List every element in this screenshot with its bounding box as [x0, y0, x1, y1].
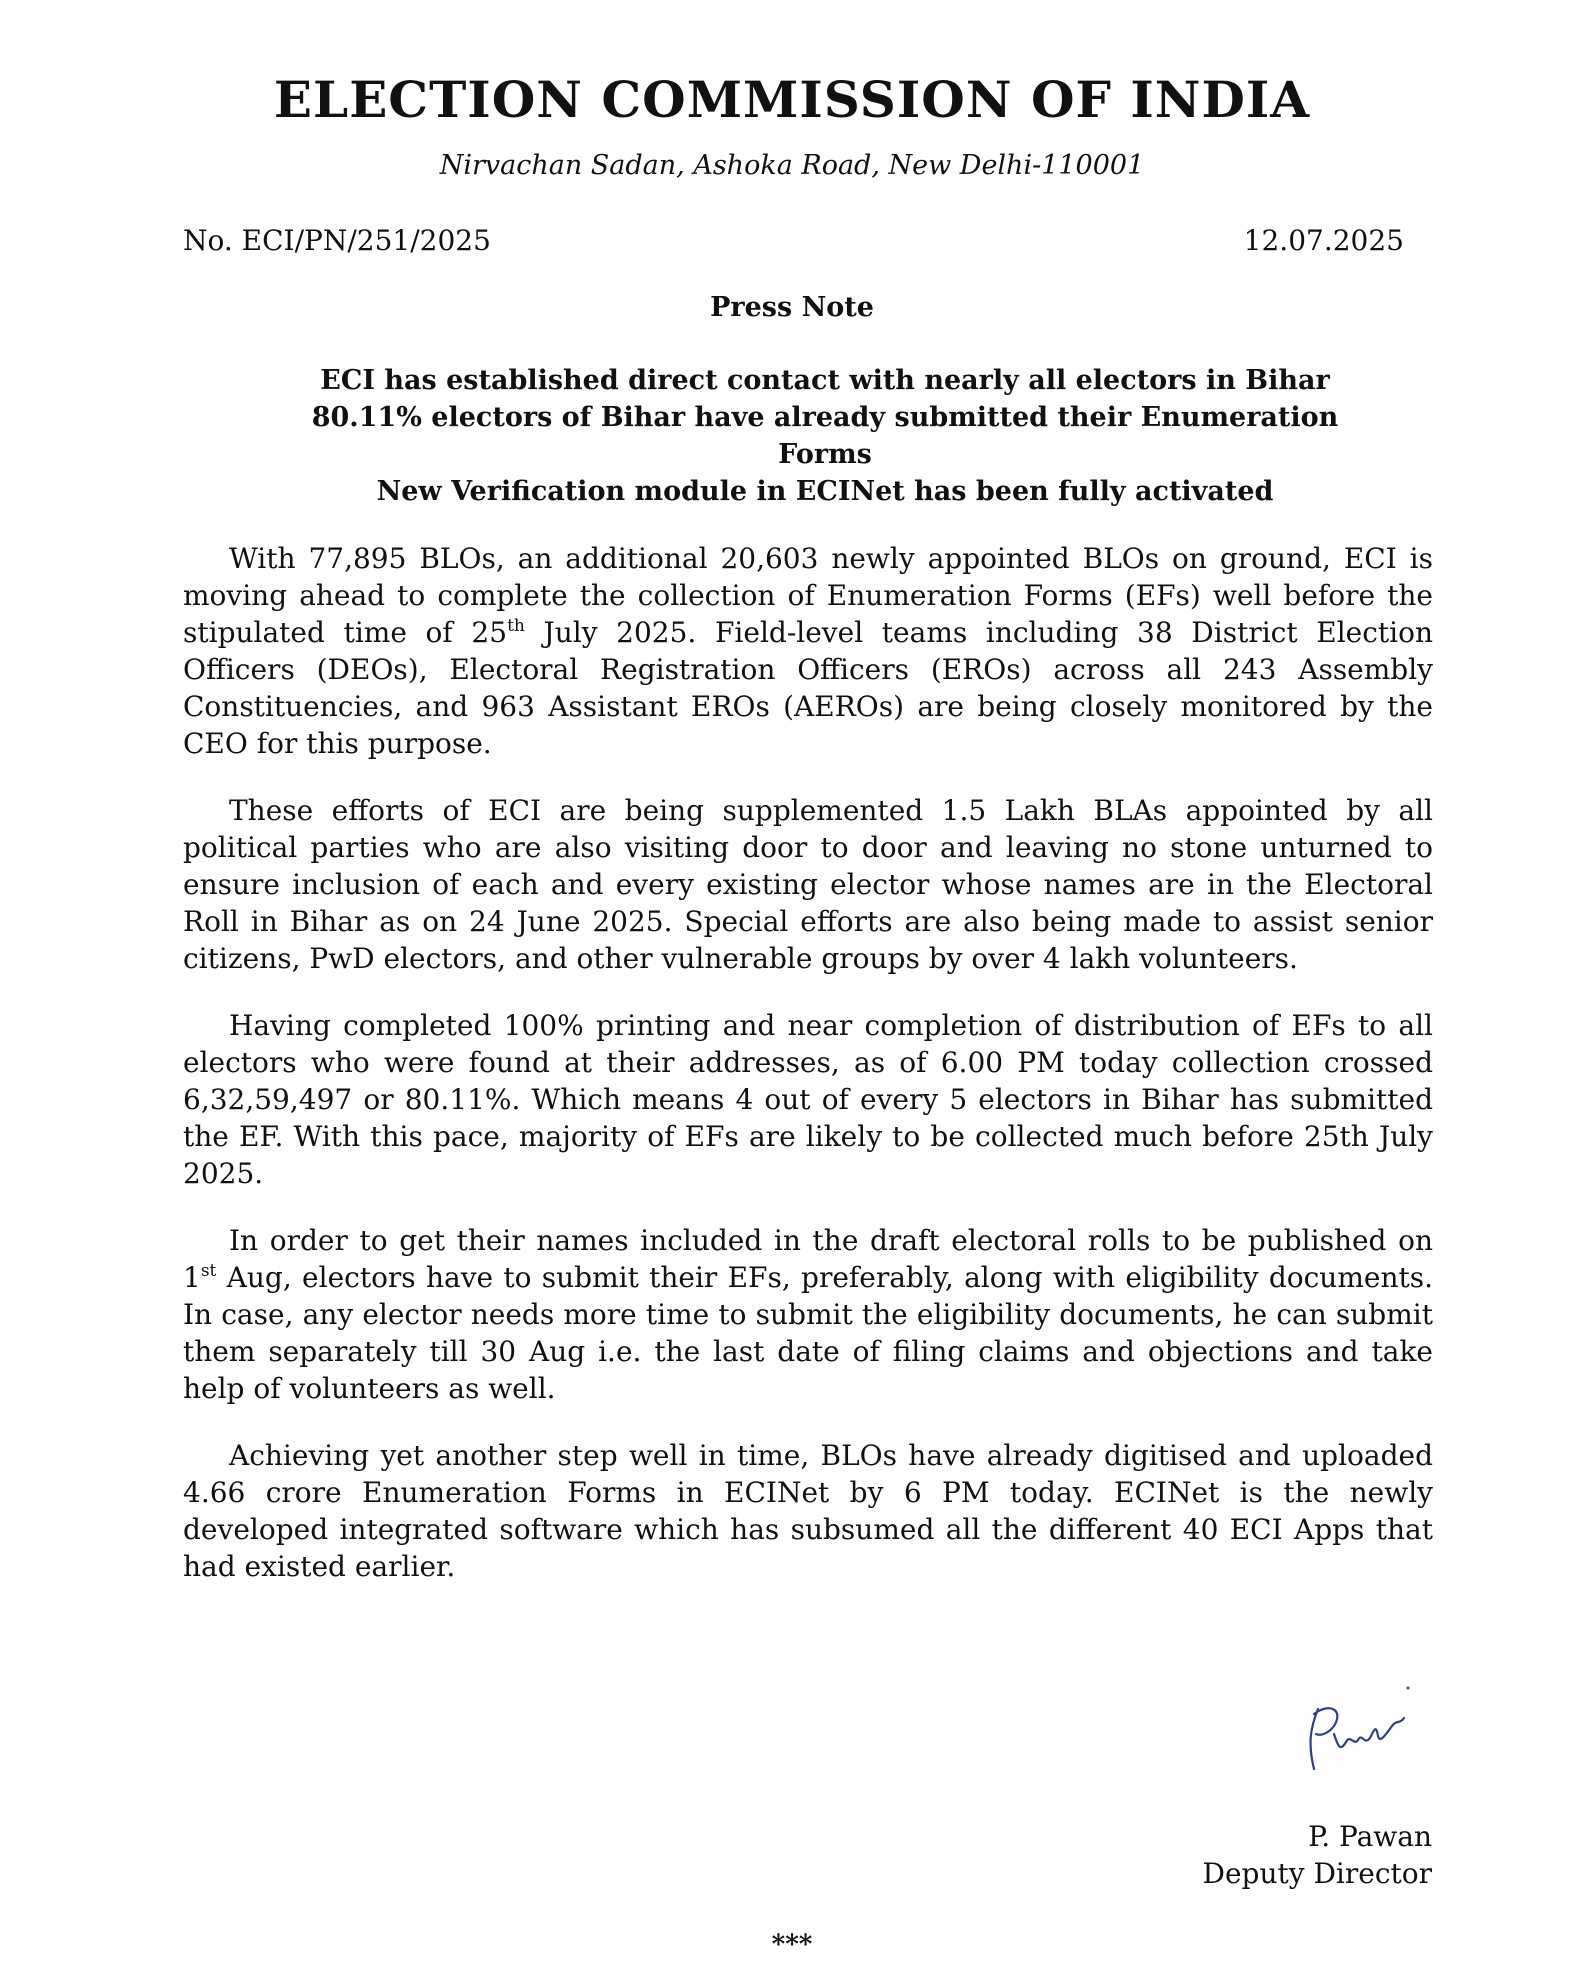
paragraph-1 [183, 540, 1433, 762]
headline-2: 80.11% electors of Bihar have already submitted their Enumeration Forms [311, 402, 1339, 470]
end-of-document-mark: *** [771, 1930, 813, 1960]
handwritten-signature [1300, 1684, 1430, 1784]
paragraph-1-part-b: July 2025. Field-level teams including 38 District Election Officers (DEOs), Electoral Registration Officers (EROs) across all 243 Assembly Constituencies, and 963 Assistant EROs (AEROs) are being closely monitored by the CEO for this purpose. [183, 616, 1433, 760]
paragraph-4-part-b: Aug, electors have to submit their EFs, preferably, along with eligibility documents. In case, any elector needs more time to submit the eligibility documents, he can submit them separately till 30 Aug i.e. the last date of filing claims and objections and take help of volunteers as well. [183, 1261, 1433, 1405]
organization-title: ELECTION COMMISSION OF INDIA [273, 70, 1311, 129]
signatory-designation: Deputy Director [1202, 1857, 1432, 1890]
paragraph-1-part-a: With 77,895 BLOs, an additional 20,603 newly appointed BLOs on ground, ECI is moving ahead to complete the collection of Enumeration Forms (EFs) well before the stipulated time of 25 [183, 542, 1433, 649]
headline-3: New Verification module in ECINet has been fully activated [376, 476, 1274, 507]
organization-address: Nirvachan Sadan, Ashoka Road, New Delhi-110001 [439, 150, 1145, 181]
signatory-name: P. Pawan [1308, 1820, 1432, 1853]
paragraph-5: Achieving yet another step well in time, BLOs have already digitised and uploaded 4.66 crore Enumeration Forms in ECINet by 6 PM today. ECINet is the newly developed integrated software which has subsumed all the different 40 ECI Apps that had existed earlier. [183, 1439, 1433, 1583]
paragraph-4 [183, 1222, 1433, 1407]
headlines-block [270, 362, 1380, 510]
document-type-heading: Press Note [710, 292, 874, 323]
document-date: 12.07.2025 [1243, 224, 1404, 257]
reference-number: No. ECI/PN/251/2025 [183, 224, 491, 257]
signatory-block [1203, 1818, 1432, 1892]
paragraph-3: Having completed 100% printing and near completion of distribution of EFs to all electors who were found at their addresses, as of 6.00 PM today collection crossed 6,32,59,497 or 80.11%. Which means 4 out of every 5 electors in Bihar has submitted the EF. With this pace, majority of EFs are likely to be collected much before 25th July 2025. [183, 1009, 1433, 1190]
headline-1: ECI has established direct contact with nearly all electors in Bihar [320, 365, 1330, 396]
press-note-body [183, 540, 1433, 1615]
paragraph-4-superscript: st [200, 1261, 217, 1281]
paragraph-4-part-a: In order to get their names included in the draft electoral rolls to be published on 1 [183, 1224, 1433, 1294]
paragraph-2: These efforts of ECI are being supplemented 1.5 Lakh BLAs appointed by all political parties who are also visiting door to door and leaving no stone unturned to ensure inclusion of each and every existing elector whose names are in the Electoral Roll in Bihar as on 24 June 2025. Special efforts are also being made to assist senior citizens, PwD electors, and other vulnerable groups by over 4 lakh volunteers. [183, 794, 1433, 975]
paragraph-1-superscript: th [507, 616, 525, 636]
